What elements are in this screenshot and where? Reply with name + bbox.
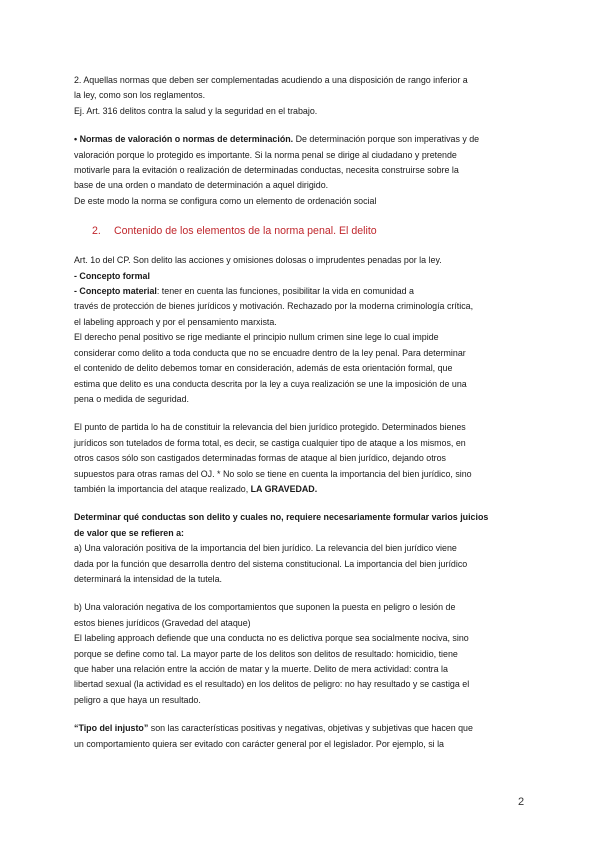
text-line: que haber una relación entre la acción de matar y la muerte. Delito de mera actividad: contra la (74, 664, 448, 674)
text-line: - Concepto material: tener en cuenta las funciones, posibilitar la vida en comunidad a (74, 286, 414, 297)
text-line: libertad sexual (la actividad es el resultado) en los delitos de peligro: no hay resultado y se castiga el (74, 679, 470, 690)
text-line: supuestos para otras ramas del OJ. * No solo se tiene en cuenta la importancia del bien jurídico, sino (74, 468, 472, 479)
text-line: motivarle para la evitación o realización de determinadas conductas, necesita construirse sobre la (74, 165, 459, 176)
text-line (74, 510, 534, 525)
bold-term: “Tipo del injusto” (74, 723, 149, 734)
section-heading: 2. Contenido de los elementos de la norma penal. El delito (92, 225, 377, 238)
document-page (74, 73, 534, 752)
text-line: El derecho penal positivo se rige mediante el principio nullum crimen sine lege lo cual impide (74, 332, 439, 343)
text-line: también la importancia del ataque realizado, LA GRAVEDAD. (74, 483, 318, 494)
text-line (74, 269, 534, 284)
text-line: b) Una valoración negativa de los comportamientos que suponen la puesta en peligro o lesión de (74, 602, 456, 613)
text-line: peligro a que haya un resultado. (74, 694, 201, 705)
bold-term: • Normas de valoración o normas de determinación. (74, 134, 294, 145)
text-line: base de una orden o mandato de determinación a aquel dirigido. (74, 180, 329, 191)
bold-term: - Concepto formal (74, 270, 150, 281)
bold-term: - Concepto material (74, 286, 157, 297)
text-line: jurídicos son tutelados de forma total, es decir, se castiga cualquier tipo de ataque a los mismos, en (74, 437, 466, 448)
text-line: Ej. Art. 316 delitos contra la salud y la seguridad en el trabajo. (74, 105, 318, 116)
text-line: De este modo la norma se configura como un elemento de ordenación social (74, 195, 377, 206)
text-line: dada por la función que desarrolla dentro del sistema constitucional. La importancia del bien jurídico (74, 558, 468, 569)
text-line: pena o medida de seguridad. (74, 393, 189, 404)
text-line: el contenido de delito debemos tomar en consideración, además de esta orientación formal, que (74, 363, 453, 374)
text-line: el labeling approach y por el pensamiento marxista. (74, 316, 277, 327)
text-line: la ley, como son los reglamentos. (74, 90, 206, 101)
page-number: 2 (518, 796, 525, 808)
text-line: determinará la intensidad de la tutela. (74, 573, 223, 584)
text-line: través de protección de bienes jurídicos y motivación. Rechazado por la moderna criminología crítica, (74, 301, 474, 312)
text-line: estima que delito es una conducta descrita por la ley a cuya realización se une la imposición de una (74, 378, 467, 389)
text-line (74, 526, 534, 541)
text-line: • Normas de valoración o normas de determinación. De determinación porque son imperativas y de (74, 134, 480, 145)
text-line: considerar como delito a toda conducta que no se encuadre dentro de la ley penal. Para determinar (74, 347, 466, 358)
text-line: porque se define como tal. La mayor parte de los delitos son delitos de resultado: homicidio, tiene (74, 648, 458, 659)
bold-term: de valor que se refieren a: (74, 527, 184, 538)
text-line: Art. 1o del CP. Son delito las acciones y omisiones dolosas o imprudentes penadas por la ley. (74, 255, 442, 266)
bold-term: Determinar qué conductas son delito y cuales no, requiere necesariamente formular varios juicios (74, 512, 489, 523)
text-line: El punto de partida lo ha de constituir la relevancia del bien jurídico protegido. Determinados bienes (74, 422, 466, 433)
text-line: otros casos sólo son castigados determinadas formas de ataque al bien jurídico, dejando otros (74, 453, 446, 464)
bold-term: LA GRAVEDAD. (250, 483, 318, 494)
text-line: El labeling approach defiende que una conducta no es delictiva porque sea socialmente nociva, sino (74, 633, 469, 644)
text-line: un comportamiento quiera ser evitado con carácter general por el legislador. Por ejemplo, si la (74, 738, 444, 749)
text-line: valoración porque lo protegido es importante. Si la norma penal se dirige al ciudadano y pretende (74, 149, 457, 160)
text-line: estos bienes jurídicos (Gravedad del ataque) (74, 617, 251, 628)
text-line: a) Una valoración positiva de la importancia del bien jurídico. La relevancia del bien jurídico viene (74, 543, 457, 554)
text-line: “Tipo del injusto” son las características positivas y negativas, objetivas y subjetivas que hacen que (74, 723, 473, 734)
text-line: 2. Aquellas normas que deben ser complementadas acudiendo a una disposición de rango inferior a (74, 75, 468, 85)
